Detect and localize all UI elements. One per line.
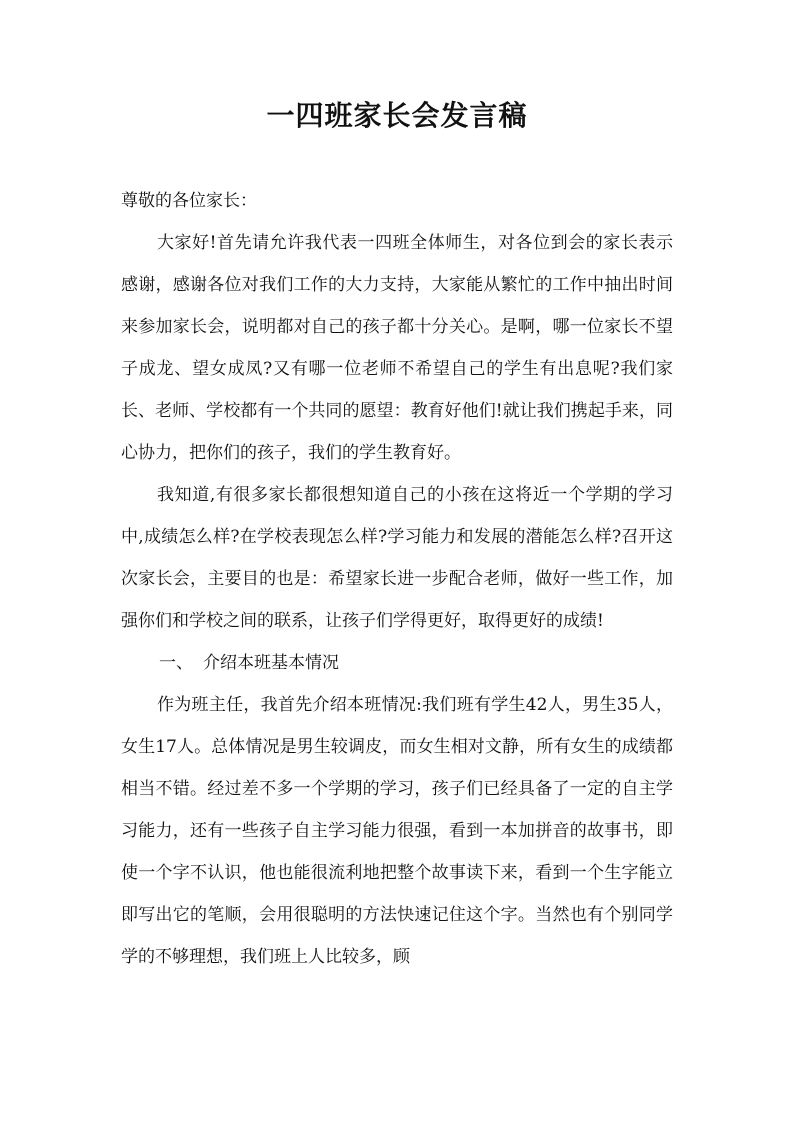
document-body — [121, 180, 673, 978]
paragraph-opening: 大家好!首先请允许我代表一四班全体师生，对各位到会的家长表示感谢，感谢各位对我们工作的大力支持，大家能从繁忙的工作中抽出时间来参加家长会，说明都对自己的孩子都十分关心。是啊，哪一位家长不望子成龙、望女成凤?又有哪一位老师不希望自己的学生有出息呢?我们家长、老师、学校都有一个共同的愿望：教育好他们!就让我们携起手来，同心协力，把你们的孩子，我们的学生教育好。 — [121, 233, 673, 463]
section-heading — [121, 642, 673, 684]
section-title: 介绍本班基本情况 — [203, 653, 339, 673]
greeting-line: 尊敬的各位家长： — [121, 191, 257, 211]
paragraph-purpose: 我知道,有很多家长都很想知道自己的小孩在这将近一个学期的学习中,成绩怎么样?在学校表现怎么样?学习能力和发展的潜能怎么样?召开这次家长会，主要目的也是：希望家长进一步配合老师，做好一些工作，加强你们和学校之间的联系，让孩子们学得更好，取得更好的成绩! — [121, 485, 673, 631]
paragraph-class-overview: 作为班主任，我首先介绍本班情况:我们班有学生42人，男生35人，女生17人。总体情况是男生较调皮，而女生相对文静，所有女生的成绩都相当不错。经过差不多一个学期的学习，孩子们已经具备了一定的自主学习能力，还有一些孩子自主学习能力很强，看到一本加拼音的故事书，即使一个字不认识，他也能很流利地把整个故事读下来，看到一个生字能立即写出它的笔顺，会用很聪明的方法快速记住这个字。当然也有个别同学学的不够理想，我们班上人比较多，顾 — [121, 695, 673, 967]
section-number: 一、 — [159, 653, 193, 673]
document-title: 一四班家长会发言稿 — [266, 99, 528, 132]
